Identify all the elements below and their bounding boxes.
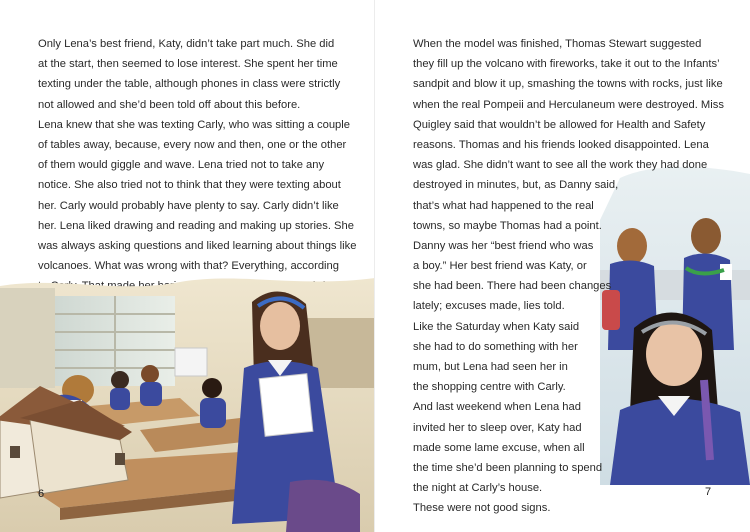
left-page-text-line: at the start, then seemed to lose interest. She spent her time: [38, 58, 338, 71]
left-page-text-line: Lena knew that she was texting Carly, who was sitting a couple: [38, 118, 350, 131]
classroom-illustration: [0, 268, 375, 532]
right-page-text-line: the night at Carly’s house.: [413, 482, 543, 495]
left-page-text: [38, 34, 356, 296]
right-page-text-line: When the model was finished, Thomas Stewart suggested: [413, 38, 702, 50]
right-page-text-line: a boy.” Her best friend was Katy, or: [413, 260, 587, 273]
right-page-text-line: These were not good signs.: [413, 502, 551, 515]
page-number-right: 7: [705, 486, 712, 498]
right-page-text-line: destroyed in minutes, but, as Danny said,: [413, 179, 619, 192]
right-page-text-line: And last weekend when Lena had: [413, 401, 581, 414]
right-page: [375, 0, 750, 532]
right-page-text-line: they fill up the volcano with fireworks, take it out to the Infants’: [413, 58, 720, 71]
right-page-text-line: sandpit and blow it up, smashing the towns with rocks, just like: [413, 78, 723, 91]
left-page-text-line: her. Lena liked drawing and reading and making up stories. She: [38, 219, 354, 232]
right-page-text-line: mum, but Lena had seen her in: [413, 361, 568, 373]
left-page-text-line: was always asking questions and liked learning about things like: [38, 239, 357, 252]
right-page-text-line: lately; excuses made, lies told.: [413, 300, 565, 313]
left-page-text-line: notice. She also tried not to think that they were texting about: [38, 179, 341, 192]
right-page-text-line: towns, so maybe Thomas had a point.: [413, 219, 602, 232]
right-page-text-line: made some lame excuse, when all: [413, 441, 585, 454]
right-page-text-line: she had to do something with her: [413, 340, 578, 353]
left-page-text-line: of tables away, because, every now and then, one or the other: [38, 138, 347, 151]
right-page-text-line: that’s what had happened to the real: [413, 199, 594, 212]
right-page-text-line: she had been. There had been changes: [413, 280, 612, 293]
right-page-text-line: the time she’d been planning to spend: [413, 461, 603, 474]
left-page-text-line: her. Carly would probably have plenty to say. Carly didn’t like: [38, 199, 339, 212]
right-page-text-line: Like the Saturday when Katy said: [413, 320, 580, 333]
right-page-text-line: the shopping centre with Carly.: [413, 381, 566, 394]
right-page-text: [413, 34, 724, 519]
left-page-text-line: Only Lena’s best friend, Katy, didn’t take part much. She did: [38, 38, 335, 50]
right-page-text-line: Danny was her “best friend who was: [413, 239, 594, 252]
page-number-left: 6: [38, 488, 45, 500]
right-page-text-line: Quigley said that wouldn’t be allowed for Health and Safety: [413, 118, 706, 131]
right-page-text-line: invited her to sleep over, Katy had: [413, 421, 582, 434]
left-page-text-line: not allowed and she’d been told off about this before.: [38, 98, 301, 111]
left-page-text-line: volcanoes. What was wrong with that? Everything, according: [38, 260, 339, 273]
right-page-text-line: was glad. She didn’t want to see all the work they had done: [413, 159, 708, 172]
left-page-text-line: texting under the table, although phones in class were strictly: [38, 78, 341, 91]
left-page-text-line: of them would giggle and wave. Lena tried not to take any: [38, 159, 325, 172]
right-page-text-line: when the real Pompeii and Herculaneum were destroyed. Miss: [413, 98, 724, 111]
right-page-text-line: reasons. Thomas and his friends looked disappointed. Lena: [413, 138, 709, 151]
